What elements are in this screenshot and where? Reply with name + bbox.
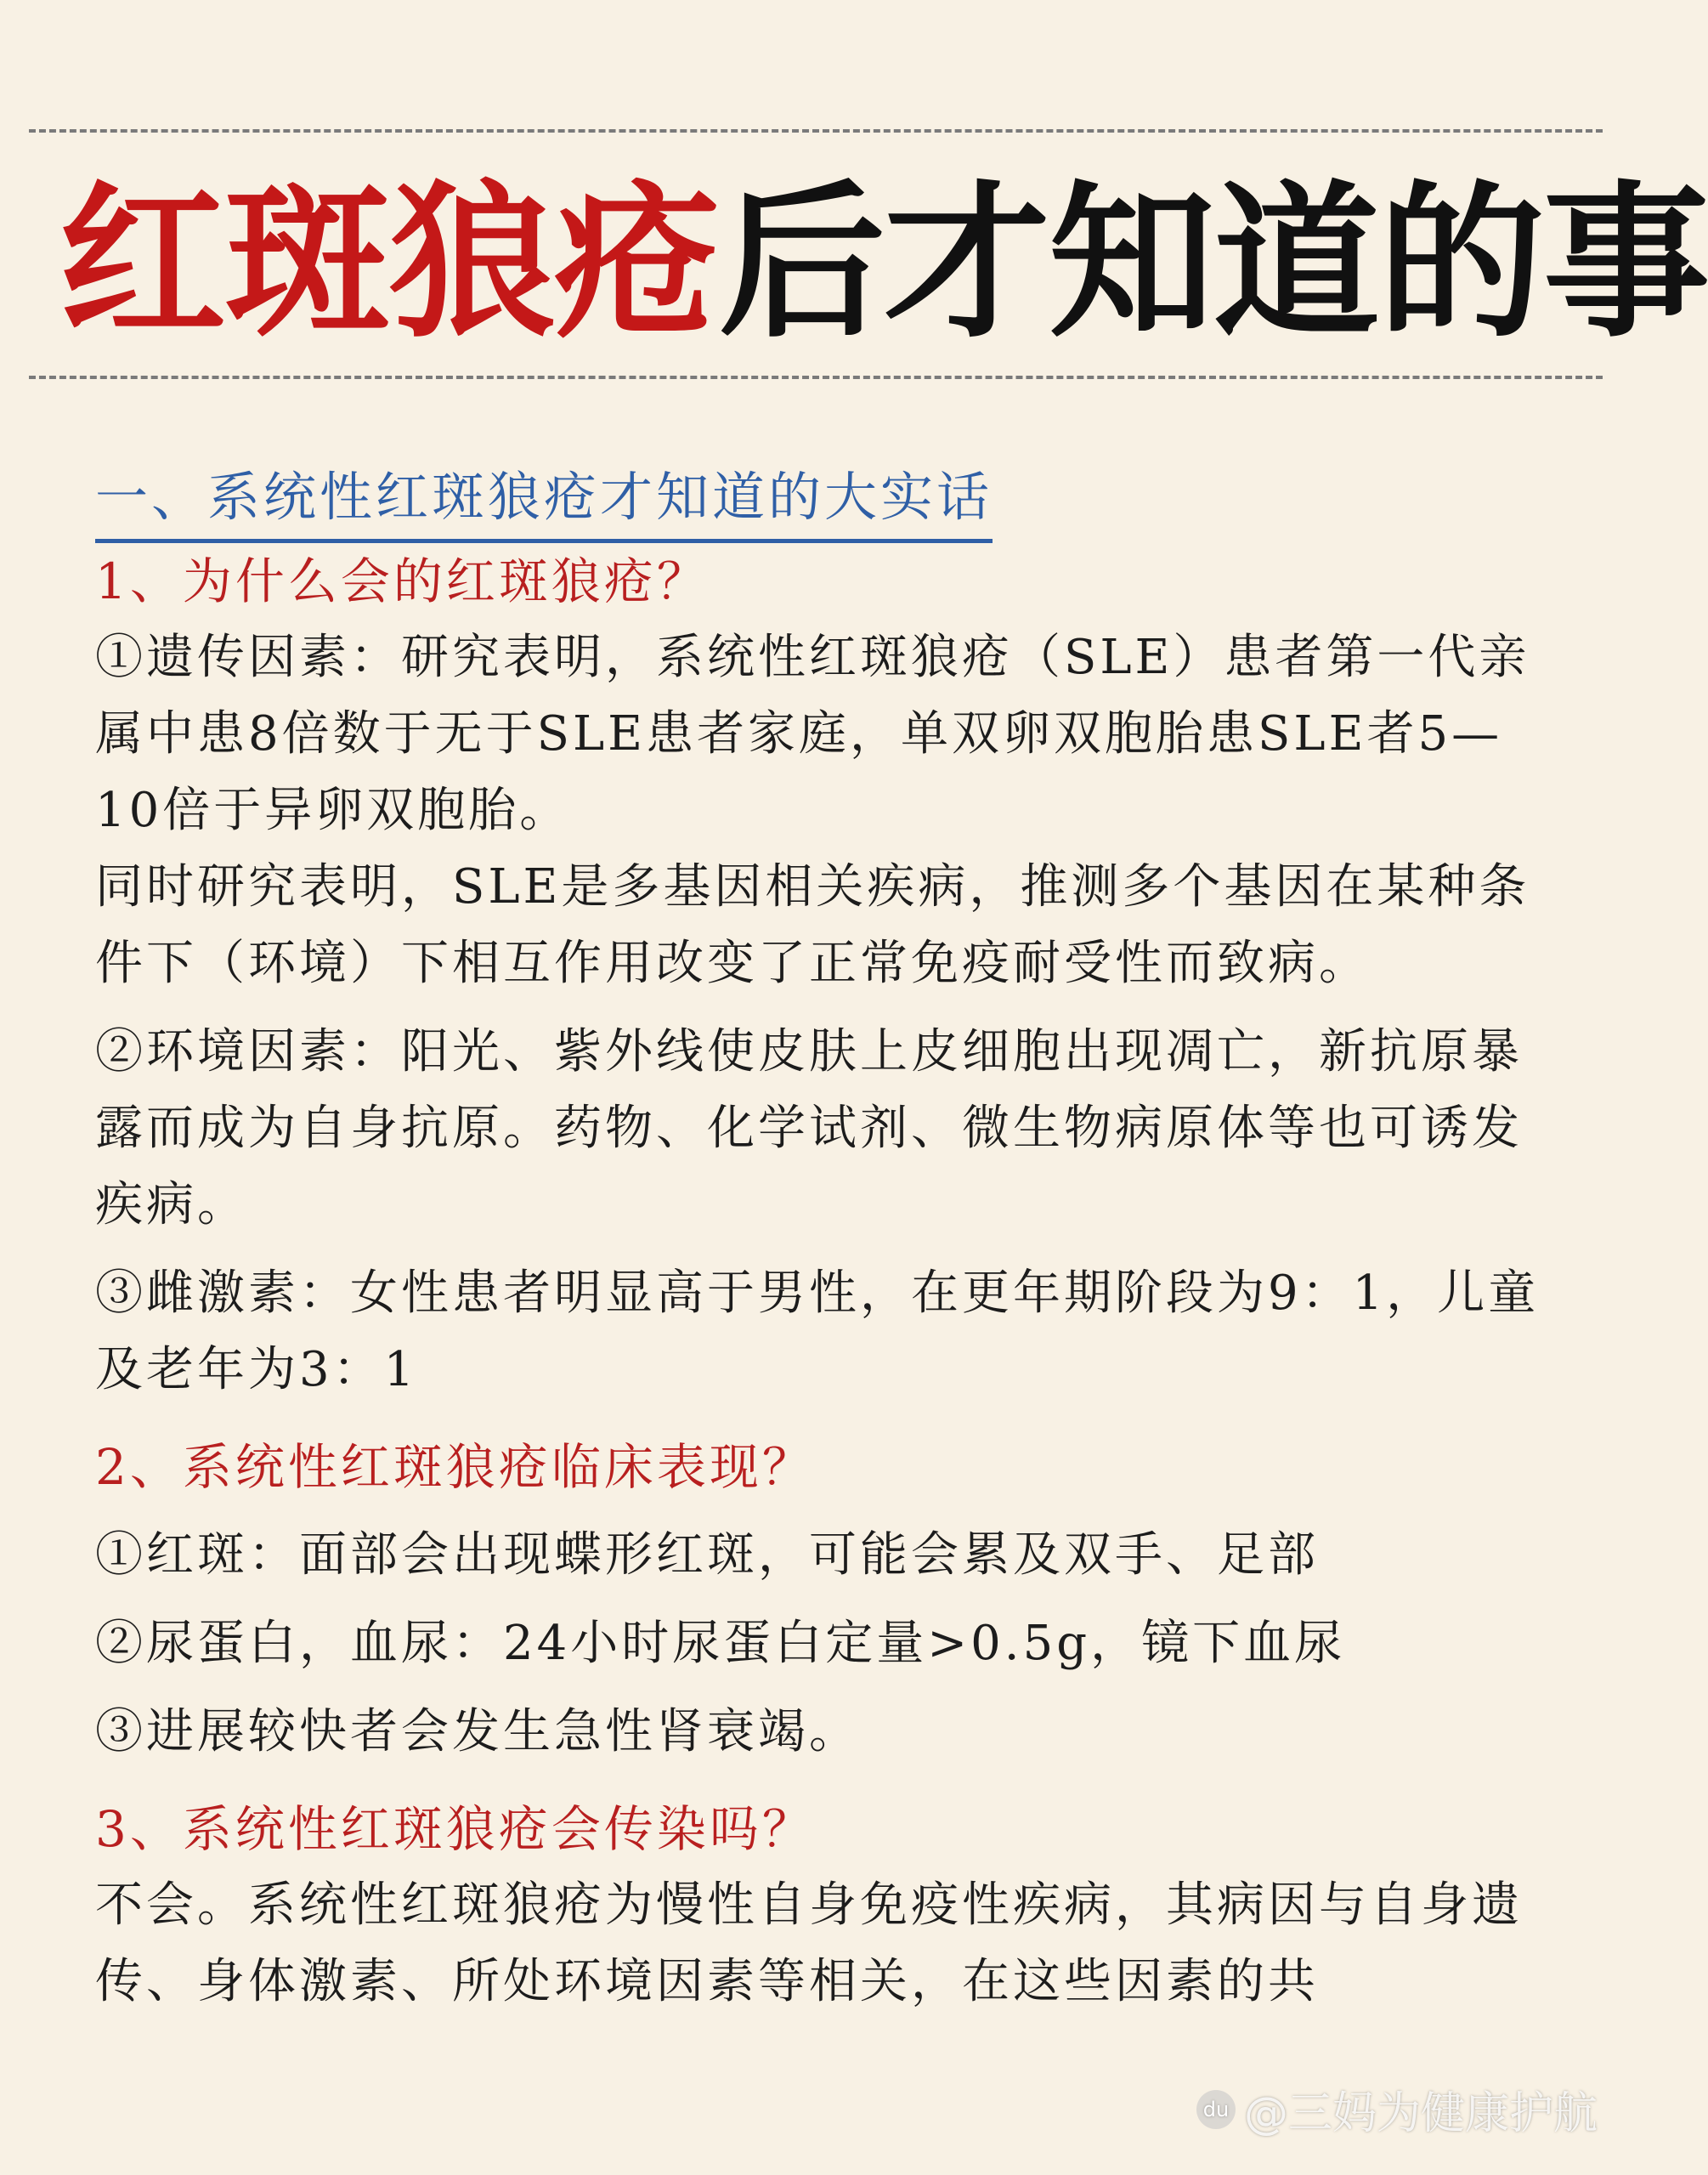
- title-black-part: 后才知道的事: [719, 167, 1708, 360]
- q2-item-proteinuria: ②尿蛋白，血尿：24小时尿蛋白定量>0.5g，镜下血尿: [95, 1616, 1346, 1671]
- q1-genetic-factor: ①遗传因素：研究表明，系统性红斑狼疮（SLE）患者第一代亲属中患8倍数于无于SLE患者家庭，单双卵双胞胎患SLE者5—10倍于异卵双胞胎。: [95, 630, 1530, 838]
- q2-item-renal-failure: ③进展较快者会发生急性肾衰竭。: [95, 1704, 860, 1759]
- question-2-heading: 2、系统性红斑狼疮临床表现？: [95, 1438, 815, 1496]
- page-title: [59, 161, 1708, 365]
- top-divider: [29, 129, 1603, 133]
- q1-estrogen-factor: ③雌激素：女性患者明显高于男性，在更年期阶段为9：1，儿童及老年为3：1: [95, 1266, 1540, 1397]
- watermark-text: @三妈为健康护航: [1243, 2088, 1598, 2139]
- watermark: [1196, 2077, 1598, 2141]
- q1-polygenic: 同时研究表明，SLE是多基因相关疾病，推测多个基因在某种条件下（环境）下相互作用改变了正常免疫耐受性而致病。: [95, 859, 1530, 991]
- q2-item-erythema: ①红斑：面部会出现蝶形红斑，可能会累及双手、足部: [95, 1527, 1319, 1583]
- question-3-heading: 3、系统性红斑狼疮会传染吗？: [95, 1800, 815, 1858]
- q3-answer: 不会。系统性红斑狼疮为慢性自身免疫性疾病，其病因与自身遗传、身体激素、所处环境因素等相关，在这些因素的共: [95, 1878, 1523, 2009]
- question-1-heading: 1、为什么会的红斑狼疮？: [95, 552, 710, 610]
- section-heading: 一、系统性红斑狼疮才知道的大实话: [95, 459, 993, 543]
- title-red-part: 红斑狼疮: [59, 167, 720, 360]
- q1-environment-factor: ②环境因素：阳光、紫外线使皮肤上皮细胞出现凋亡，新抗原暴露而成为自身抗原。药物、化学试剂、微生物病原体等也可诱发疾病。: [95, 1024, 1523, 1232]
- platform-logo-icon: du: [1196, 2090, 1236, 2129]
- bottom-divider: [29, 376, 1603, 379]
- article-body: [95, 459, 1540, 2020]
